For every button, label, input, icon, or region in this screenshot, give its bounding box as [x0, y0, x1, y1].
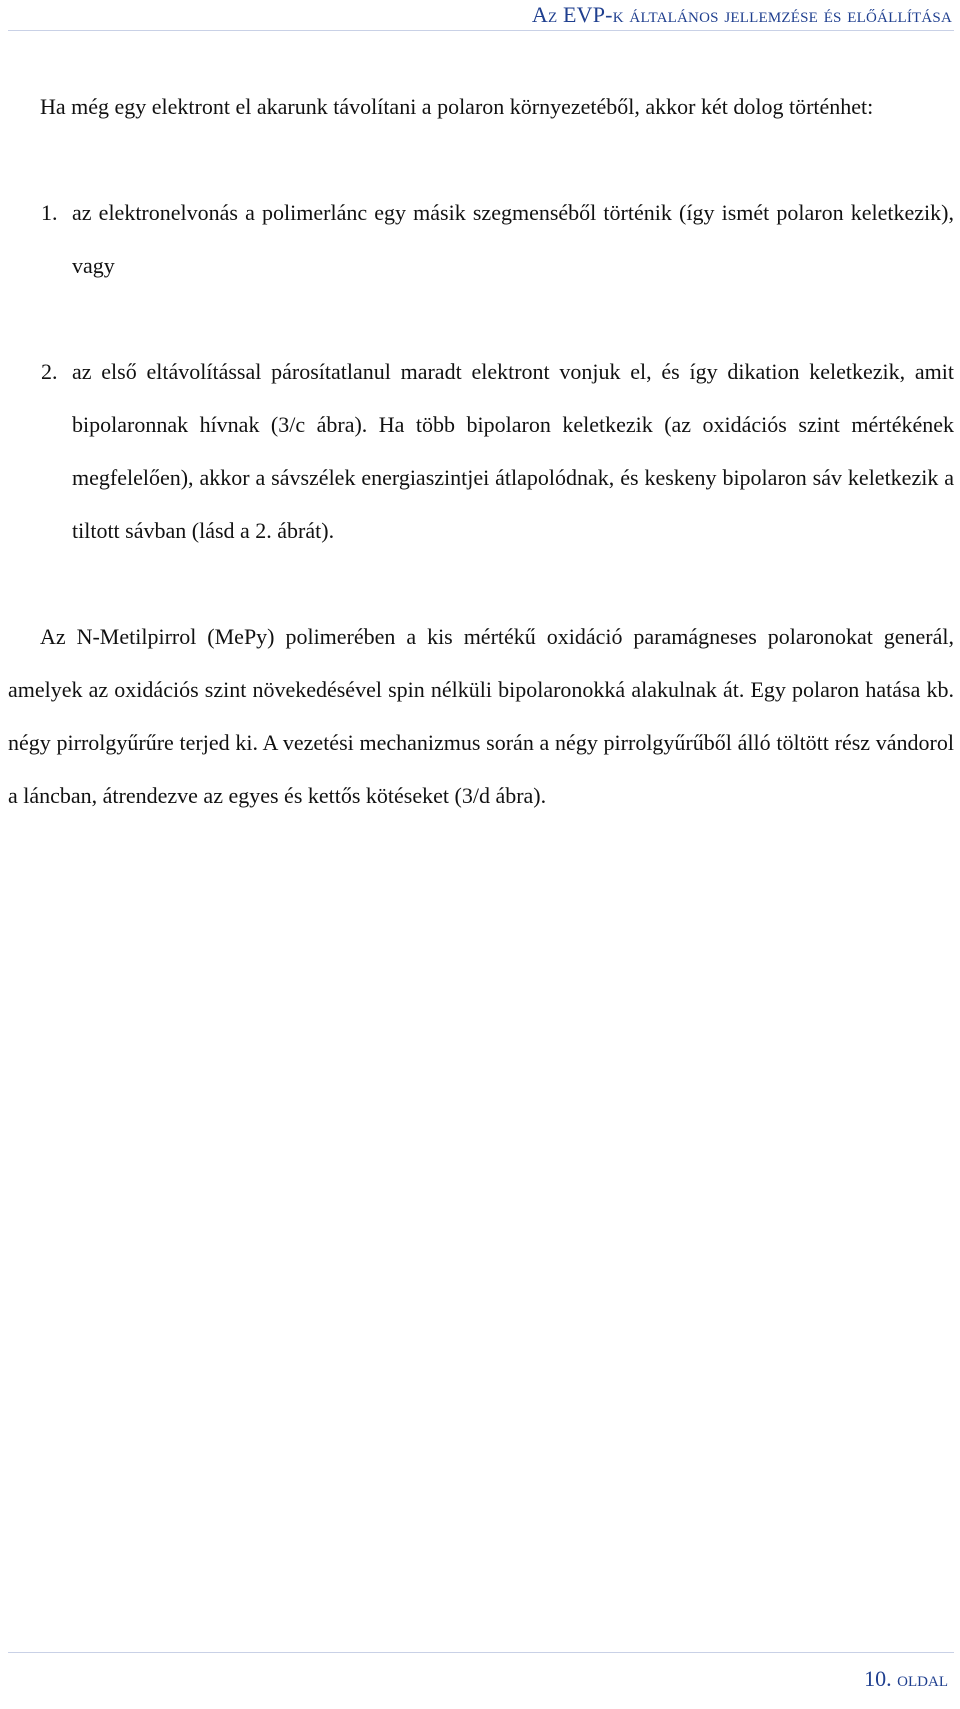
- intro-paragraph: Ha még egy elektront el akarunk távolítani a polaron környezetéből, akkor két dolog történhet:: [40, 94, 874, 119]
- list-item-number: 2.: [41, 359, 58, 384]
- header-divider: [8, 30, 954, 31]
- list-item-number: 1.: [41, 200, 58, 225]
- list-item-text: az elektronelvonás a polimerlánc egy másik szegmenséből történik (így ismét polaron keletkezik), vagy: [72, 200, 954, 278]
- running-header: Az EVP-k általános jellemzése és előállítása: [531, 2, 952, 27]
- page-body: [8, 80, 954, 822]
- list-item: [8, 345, 954, 557]
- numbered-list: [8, 186, 954, 557]
- page-footer: [864, 1666, 948, 1692]
- page-number: 10.: [864, 1666, 892, 1691]
- footer-divider: [8, 1652, 954, 1653]
- body-paragraph: Az N-Metilpirrol (MePy) polimerében a kis mértékű oxidáció paramágneses polaronokat generál, amelyek az oxidációs szint növekedésével spin nélküli bipolaronokká alakulnak át. Egy polaron hatása kb. négy pirrolgyűrűre terjed ki. A vezetési mechanizmus során a négy pirrolgyűrűből álló töltött rész vándorol a láncban, átrendezve az egyes és kettős kötéseket (3/d ábra).: [8, 624, 954, 808]
- page-label: oldal: [897, 1666, 948, 1691]
- list-item-text: az első eltávolítással párosítatlanul maradt elektront vonjuk el, és így dikation keletkezik, amit bipolaronnak hívnak (3/c ábra). Ha több bipolaron keletkezik (az oxidációs szint mértékének megfelelően), akkor a sávszélek energiaszintjei átlapolódnak, és keskeny bipolaron sáv keletkezik a tiltott sávban (lásd a 2. ábrát).: [72, 359, 954, 543]
- list-item: [8, 186, 954, 292]
